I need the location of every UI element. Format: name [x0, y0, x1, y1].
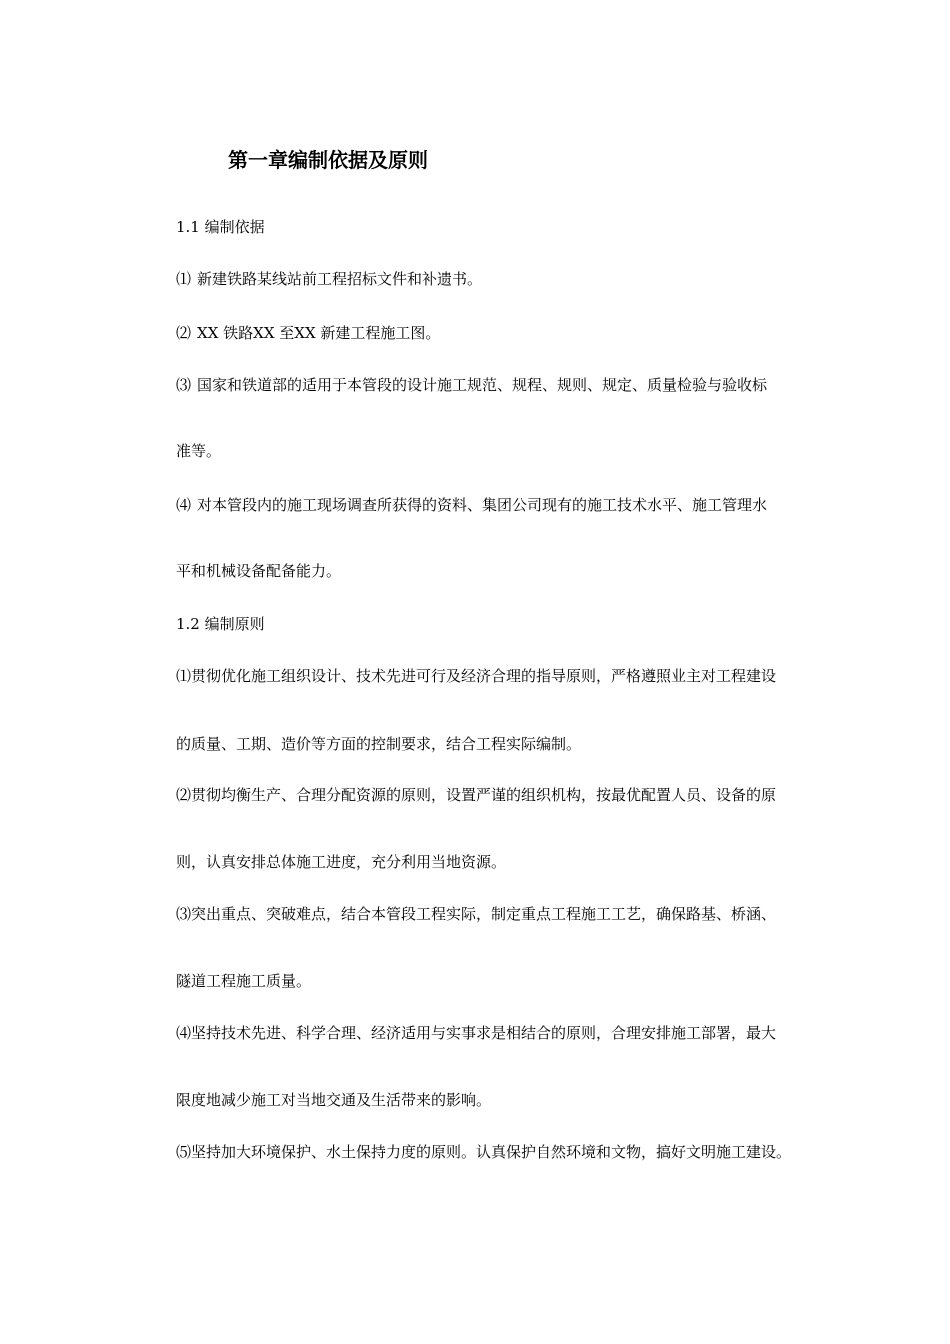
item-number: ⑷ — [176, 1024, 192, 1042]
section-heading-1-2: 1.2 编制原则 — [176, 615, 265, 633]
item-text: 对本管段内的施工现场调查所获得的资料、集团公司现有的施工技术水平、施工管理水 — [197, 496, 768, 514]
item-text: 贯彻均衡生产、合理分配资源的原则，设置严谨的组织机构，按最优配置人员、设备的原 — [191, 786, 777, 804]
principle-item-5 — [176, 1141, 791, 1163]
chapter-title: 第一章编制依据及原则 — [228, 148, 428, 172]
item-text: 国家和铁道部的适用于本管段的设计施工规范、规程、规则、规定、质量检验与验收标 — [197, 376, 768, 394]
principle-item-1 — [176, 665, 776, 687]
principle-item-3 — [176, 903, 776, 925]
principle-item-4 — [176, 1022, 776, 1044]
item-number: ⑶ — [176, 376, 192, 394]
item-text: XX 铁路XX 至XX 新建工程施工图。 — [197, 324, 441, 342]
basis-item-4-continuation: 平和机械设备配备能力。 — [176, 562, 342, 580]
principle-item-3-continuation: 隧道工程施工质量。 — [176, 972, 312, 990]
basis-item-1 — [176, 268, 482, 290]
principle-item-2 — [176, 784, 776, 806]
basis-item-3 — [176, 374, 767, 396]
item-text: 新建铁路某线站前工程招标文件和补遗书。 — [197, 270, 483, 288]
basis-item-3-continuation: 准等。 — [176, 442, 222, 460]
basis-item-2 — [176, 322, 440, 344]
item-text: 坚持技术先进、科学合理、经济适用与实事求是相结合的原则，合理安排施工部署，最大 — [191, 1024, 777, 1042]
item-number: ⑴ — [176, 667, 192, 685]
item-number: ⑵ — [176, 786, 192, 804]
section-heading-1-1: 1.1 编制依据 — [176, 218, 265, 236]
basis-item-4 — [176, 494, 767, 516]
item-number: ⑴ — [176, 270, 192, 288]
item-number: ⑶ — [176, 905, 192, 923]
item-number: ⑸ — [176, 1143, 192, 1161]
principle-item-1-continuation: 的质量、工期、造价等方面的控制要求，结合工程实际编制。 — [176, 735, 582, 753]
item-text: 突出重点、突破难点，结合本管段工程实际，制定重点工程施工工艺，确保路基、桥涵、 — [191, 905, 777, 923]
principle-item-2-continuation: 则，认真安排总体施工进度，充分利用当地资源。 — [176, 853, 507, 871]
item-number: ⑵ — [176, 324, 192, 342]
item-text: 坚持加大环境保护、水土保持力度的原则。认真保护自然环境和文物，搞好文明施工建设。 — [191, 1143, 792, 1161]
item-number: ⑷ — [176, 496, 192, 514]
item-text: 贯彻优化施工组织设计、技术先进可行及经济合理的指导原则，严格遵照业主对工程建设 — [191, 667, 777, 685]
principle-item-4-continuation: 限度地减少施工对当地交通及生活带来的影响。 — [176, 1091, 492, 1109]
